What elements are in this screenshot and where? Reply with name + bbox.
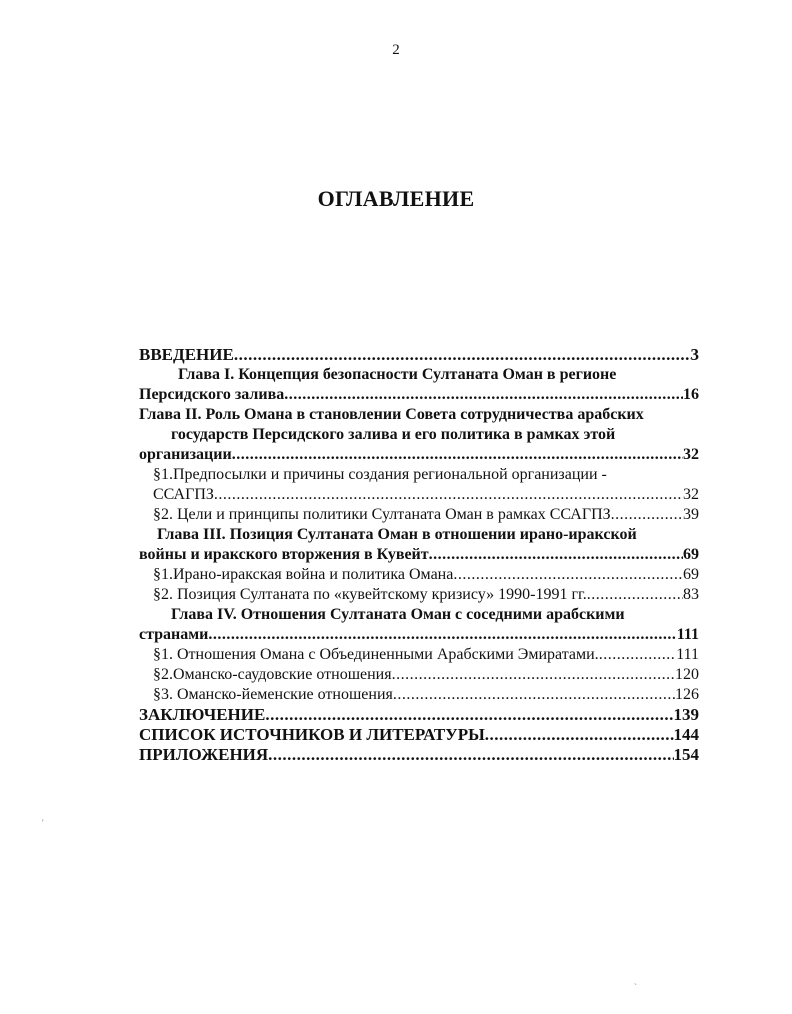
toc-page: 3 [690, 345, 699, 364]
toc-label: войны и иракского вторжения в Кувейт [139, 546, 429, 563]
leader-dots [214, 485, 683, 505]
toc-page: 83 [683, 586, 699, 603]
toc-chapter-1-entry[interactable] [139, 385, 699, 405]
toc-chapter-3-entry[interactable] [139, 545, 699, 565]
leader-dots [284, 385, 683, 405]
toc-entry-sources[interactable] [139, 725, 699, 745]
toc-section-3-2-entry[interactable] [139, 585, 699, 605]
toc-label: ВВЕДЕНИЕ [139, 345, 234, 364]
toc-page: 126 [675, 686, 699, 703]
leader-dots [268, 745, 673, 765]
toc-label: СПИСОК ИСТОЧНИКОВ И ЛИТЕРАТУРЫ [139, 725, 485, 744]
toc-page: 144 [673, 725, 699, 744]
toc-entry-introduction[interactable] [139, 345, 699, 365]
table-of-contents [139, 345, 699, 765]
toc-label: ЗАКЛЮЧЕНИЕ [139, 705, 266, 724]
leader-dots [587, 585, 683, 605]
toc-page: 39 [683, 506, 699, 523]
toc-page: 111 [676, 646, 699, 663]
toc-page: 111 [676, 626, 699, 643]
leader-dots [599, 645, 677, 665]
toc-chapter-4-heading[interactable]: Глава IV. Отношения Султаната Оман с соседними арабскими [171, 606, 625, 623]
page-title: ОГЛАВЛЕНИЕ [317, 186, 475, 211]
leader-dots [485, 725, 674, 745]
toc-label: §2. Позиция Султаната по «кувейтскому кризису» 1990-1991 гг. [153, 586, 587, 603]
leader-dots [234, 345, 691, 365]
toc-section-2-1-heading[interactable]: §1.Предпосылки и причины создания региональной организации - [153, 466, 607, 483]
toc-chapter-2-entry[interactable] [139, 445, 699, 465]
toc-label: ПРИЛОЖЕНИЯ [139, 745, 269, 764]
toc-page: 32 [683, 486, 699, 503]
toc-section-4-3-entry[interactable] [139, 685, 699, 705]
toc-page: 69 [683, 566, 699, 583]
toc-section-3-1-entry[interactable] [139, 565, 699, 585]
toc-page: 69 [683, 546, 699, 563]
leader-dots [429, 545, 683, 565]
toc-page: 154 [673, 745, 699, 764]
page-number: 2 [392, 42, 400, 58]
toc-page: 16 [683, 386, 699, 403]
toc-label: организации [139, 446, 232, 463]
toc-section-2-1-entry[interactable] [139, 485, 699, 505]
toc-label: §3. Оманско-йеменские отношения [153, 686, 393, 703]
scan-speck: ' [42, 818, 44, 828]
toc-section-4-1-entry[interactable] [139, 645, 699, 665]
toc-section-4-2-entry[interactable] [139, 665, 699, 685]
leader-dots [208, 625, 676, 645]
toc-chapter-3-heading[interactable]: Глава III. Позиция Султаната Оман в отношении ирано-иракской [157, 526, 637, 543]
toc-label: §1. Отношения Омана с Объединенными Арабскими Эмиратами. [153, 646, 599, 663]
toc-label: §2. Цели и принципы политики Султаната Оман в рамках ССАГПЗ [153, 506, 611, 523]
toc-page: 32 [683, 446, 699, 463]
leader-dots [232, 445, 683, 465]
leader-dots [611, 505, 683, 525]
toc-label: странами [139, 626, 209, 643]
leader-dots [393, 685, 675, 705]
toc-label: ССАГПЗ [153, 486, 214, 503]
leader-dots [265, 705, 673, 725]
toc-chapter-2-heading-cont[interactable]: государств Персидского залива и его политика в рамках этой [171, 426, 616, 443]
toc-page: 139 [673, 705, 699, 724]
toc-entry-conclusion[interactable] [139, 705, 699, 725]
leader-dots [453, 565, 683, 585]
toc-chapter-4-entry[interactable] [139, 625, 699, 645]
toc-chapter-1-heading[interactable]: Глава I. Концепция безопасности Султаната Оман в регионе [178, 366, 617, 383]
toc-entry-appendix[interactable] [139, 745, 699, 765]
toc-chapter-2-heading[interactable]: Глава II. Роль Омана в становлении Совета сотрудничества арабских [139, 406, 644, 423]
toc-label: Персидского залива [139, 386, 285, 403]
toc-label: §1.Ирано-иракская война и политика Омана [153, 566, 454, 583]
toc-section-2-2-entry[interactable] [139, 505, 699, 525]
scan-speck: ` [634, 982, 637, 992]
toc-label: §2.Оманско-саудовские отношения [153, 666, 392, 683]
leader-dots [392, 665, 675, 685]
toc-page: 120 [675, 666, 699, 683]
